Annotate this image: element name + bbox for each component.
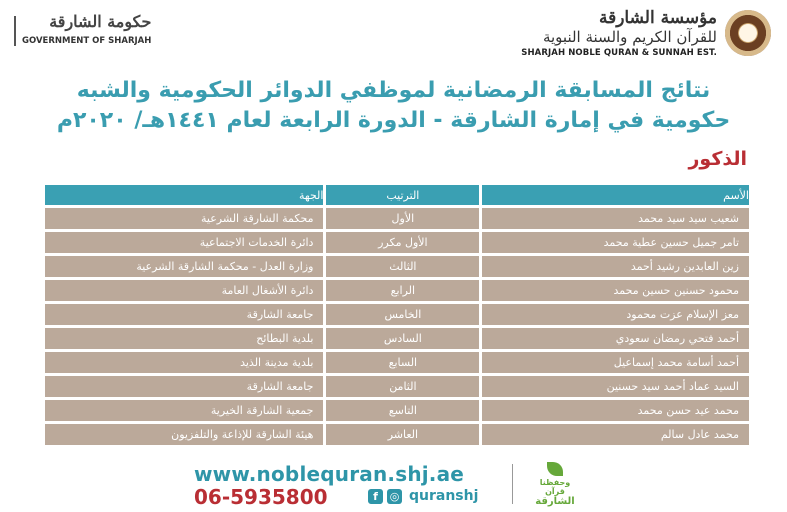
cell-name: محمود حسنين حسين محمد <box>482 280 749 301</box>
cell-entity: محكمة الشارقة الشرعية <box>45 208 323 229</box>
cell-rank: التاسع <box>326 400 479 421</box>
gov-name-ar: حكومة الشارقة <box>49 12 152 31</box>
foundation-name-ar: مؤسسة الشارقة <box>598 8 717 28</box>
social-handle[interactable]: quranshj <box>409 488 479 504</box>
cell-entity: وزارة العدل - محكمة الشارقة الشرعية <box>45 256 323 277</box>
table-header-row <box>45 185 749 205</box>
cell-entity: هيئة الشارقة للإذاعة والتلفزيون <box>45 424 323 445</box>
page-title-line1: نتائج المسابقة الرمضانية لموظفي الدوائر الحكومية والشبه <box>76 78 711 103</box>
government-header <box>14 12 151 46</box>
facebook-icon[interactable]: f <box>368 489 383 504</box>
results-table <box>42 182 752 448</box>
cell-rank: السادس <box>326 328 479 349</box>
footer-divider <box>512 464 513 504</box>
table-row <box>45 256 749 277</box>
cell-entity: بلدية البطائح <box>45 328 323 349</box>
foundation-text <box>521 8 717 58</box>
column-header-rank: الترتيب <box>326 185 479 205</box>
cell-entity: جامعة الشارقة <box>45 304 323 325</box>
cell-name: محمد عيد حسن محمد <box>482 400 749 421</box>
cell-name: أحمد فتحي رمضان سعودي <box>482 328 749 349</box>
foundation-name-en: SHARJAH NOBLE QURAN & SUNNAH EST. <box>521 48 717 58</box>
page-title-line2: حكومية في إمارة الشارقة - الدورة الرابعة لعام ١٤٤١هـ/ ٢٠٢٠م <box>56 108 731 133</box>
column-header-name: الأسم <box>482 185 749 205</box>
cell-entity: جامعة الشارقة <box>45 376 323 397</box>
cell-name: أحمد أسامة محمد إسماعيل <box>482 352 749 373</box>
table-row <box>45 352 749 373</box>
cell-entity: دائرة الأشغال العامة <box>45 280 323 301</box>
cell-name: معز الإسلام عزت محمود <box>482 304 749 325</box>
phone-number: 06-5935800 <box>194 485 328 509</box>
column-header-entity: الجهة <box>45 185 323 205</box>
social-links <box>368 488 478 504</box>
footer-logo-city: الشارقة <box>535 496 575 507</box>
footer-logo-text: وحفظنا قرآن <box>539 478 571 496</box>
cell-name: السيد عماد أحمد سيد حسنين <box>482 376 749 397</box>
table-row <box>45 232 749 253</box>
cell-name: تامر جميل حسين عطية محمد <box>482 232 749 253</box>
cell-rank: الأول مكرر <box>326 232 479 253</box>
cell-rank: السابع <box>326 352 479 373</box>
table-row <box>45 376 749 397</box>
cell-name: زين العابدين رشيد أحمد <box>482 256 749 277</box>
leaf-icon <box>547 462 563 476</box>
cell-entity: بلدية مدينة الذيد <box>45 352 323 373</box>
footer-logo <box>530 462 580 507</box>
cell-name: محمد عادل سالم <box>482 424 749 445</box>
table-row <box>45 208 749 229</box>
foundation-subtitle-ar: للقرآن الكريم والسنة النبوية <box>542 28 717 46</box>
cell-rank: العاشر <box>326 424 479 445</box>
cell-rank: الثامن <box>326 376 479 397</box>
table-row <box>45 400 749 421</box>
gov-name-en: GOVERNMENT OF SHARJAH <box>22 36 152 46</box>
gov-divider <box>14 16 16 46</box>
section-title: الذكور <box>688 148 747 170</box>
table-row <box>45 424 749 445</box>
cell-name: شعيب سيد سيد محمد <box>482 208 749 229</box>
cell-rank: الثالث <box>326 256 479 277</box>
cell-entity: جمعية الشارقة الخيرية <box>45 400 323 421</box>
foundation-header <box>521 8 771 58</box>
foundation-emblem-icon <box>725 10 771 56</box>
cell-entity: دائرة الخدمات الاجتماعية <box>45 232 323 253</box>
table-row <box>45 280 749 301</box>
cell-rank: الخامس <box>326 304 479 325</box>
cell-rank: الأول <box>326 208 479 229</box>
cell-rank: الرابع <box>326 280 479 301</box>
instagram-icon[interactable]: ◎ <box>387 489 402 504</box>
table-row <box>45 328 749 349</box>
website-link[interactable]: www.noblequran.shj.ae <box>194 462 465 486</box>
table-row <box>45 304 749 325</box>
